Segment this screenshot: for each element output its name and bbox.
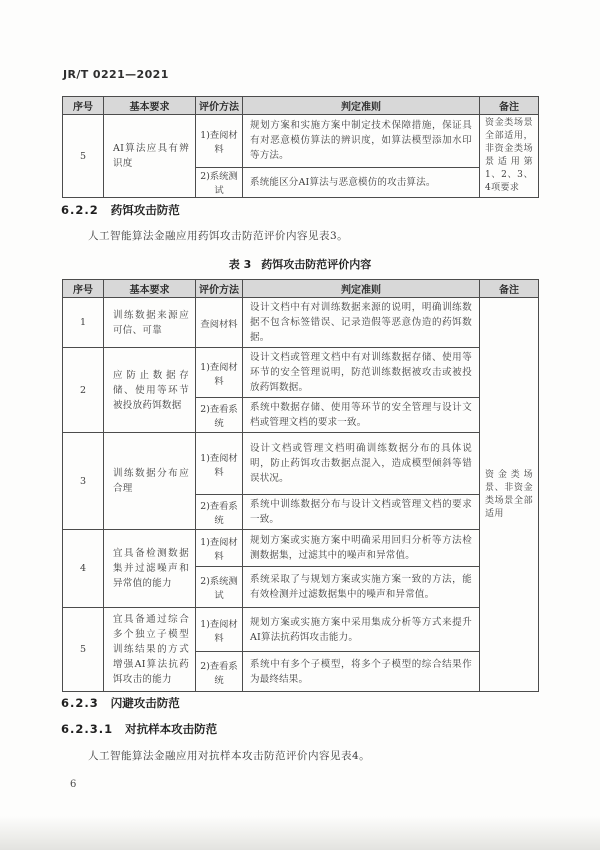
cell-criterion: 设计文档中有对训练数据来源的说明，明确训练数据不包含标签错误、记录造假等恶意伪造的药饵数据。 [243, 298, 480, 348]
cell-criterion: 系统中有多个子模型，将多个子模型的综合结果作为最终结果。 [243, 652, 480, 692]
col-header-no: 序号 [63, 97, 104, 115]
table-row [63, 298, 539, 348]
cell-criterion: 设计文档或管理文档明确训练数据分布的具体说明，防止药饵攻击数据点混入，造成模型倾斜等错误状况。 [243, 433, 480, 495]
section-number: 6.2.2 [61, 203, 99, 217]
table3-caption-label: 表 3 [228, 258, 252, 271]
section-heading-6231 [61, 721, 217, 737]
col-header-no: 序号 [63, 280, 104, 298]
cell-method: 1)查阅材料 [196, 433, 243, 495]
cell-criterion: 规划方案或实施方案中采用集成分析等方式来提升AI算法抗药饵攻击能力。 [243, 608, 480, 652]
cell-criterion: 系统能区分AI算法与恶意模仿的攻击算法。 [243, 167, 480, 197]
cell-method: 查阅材料 [196, 298, 243, 348]
scan-edge-shadow [0, 816, 600, 850]
cell-method: 1)查阅材料 [196, 115, 243, 168]
cell-remark: 资金类场景、非资金类场景全部适用 [480, 298, 539, 692]
paragraph-6231: 人工智能算法金融应用对抗样本攻击防范评价内容见表4。 [88, 750, 371, 762]
table-row [63, 608, 539, 652]
cell-method: 1)查阅材料 [196, 530, 243, 567]
paragraph-622: 人工智能算法金融应用药饵攻击防范评价内容见表3。 [88, 230, 349, 242]
cell-criterion: 系统中训练数据分布与设计文档或管理文档的要求一致。 [243, 495, 480, 530]
col-header-requirement: 基本要求 [104, 97, 196, 115]
cell-requirement: 训练数据来源应可信、可靠 [104, 298, 196, 348]
section-number: 6.2.3.1 [61, 722, 114, 736]
table3 [62, 279, 539, 692]
table-row [63, 115, 539, 168]
table-row [63, 530, 539, 567]
cell-no: 2 [63, 348, 104, 433]
cell-no: 5 [63, 115, 104, 198]
table-header-row [63, 97, 539, 115]
cell-method: 2)查看系统 [196, 495, 243, 530]
section-title: 药饵攻击防范 [110, 203, 180, 217]
section-number: 6.2.3 [61, 696, 99, 710]
cell-no: 3 [63, 433, 104, 530]
cell-no: 5 [63, 608, 104, 692]
section-title: 闪避攻击防范 [110, 696, 180, 710]
cell-requirement: 宜具备检测数据集并过滤噪声和异常值的能力 [104, 530, 196, 608]
cell-method: 2)系统测试 [196, 567, 243, 608]
doc-code: JR/T 0221—2021 [63, 68, 169, 81]
col-header-remark: 备注 [480, 97, 539, 115]
cell-method: 1)查阅材料 [196, 348, 243, 398]
table-header-row [63, 280, 539, 298]
cell-method: 2)查看系统 [196, 652, 243, 692]
col-header-criterion: 判定准则 [243, 280, 480, 298]
cell-method: 1)查阅材料 [196, 608, 243, 652]
cell-criterion: 设计文档或管理文档中有对训练数据存储、使用等环节的安全管理说明，防范训练数据被攻击或被投放药饵数据。 [243, 348, 480, 398]
col-header-criterion: 判定准则 [243, 97, 480, 115]
table3-caption-text: 药饵攻击防范评价内容 [261, 258, 372, 271]
cell-remark: 资金类场景全部适用，非资金类场景适用第1、2、3、4项要求 [480, 115, 539, 198]
cell-criterion: 规划方案和实施方案中制定技术保障措施，保证具有对恶意模仿算法的辨识度，如算法模型添加水印等方法。 [243, 115, 480, 168]
cell-criterion: 系统中数据存储、使用等环节的安全管理与设计文档或管理文档的要求一致。 [243, 398, 480, 433]
section-title: 对抗样本攻击防范 [125, 722, 218, 736]
page-number: 6 [70, 779, 77, 790]
section-heading-622 [61, 202, 180, 218]
cell-no: 4 [63, 530, 104, 608]
section-heading-623 [61, 695, 180, 711]
cell-method: 2)系统测试 [196, 167, 243, 197]
col-header-method: 评价方法 [196, 280, 243, 298]
cell-criterion: 规划方案或实施方案中明确采用回归分析等方法检测数据集，过滤其中的噪声和异常值。 [243, 530, 480, 567]
col-header-remark: 备注 [480, 280, 539, 298]
table-row [63, 433, 539, 495]
cell-requirement: 宜具备通过综合多个独立子模型训练结果的方式增强AI算法抗药饵攻击的能力 [104, 608, 196, 692]
table-prev-continued [62, 96, 539, 198]
cell-no: 1 [63, 298, 104, 348]
table3-caption [0, 256, 600, 272]
cell-method: 2)查看系统 [196, 398, 243, 433]
cell-requirement: 应防止数据存储、使用等环节被投放药饵数据 [104, 348, 196, 433]
cell-requirement: 训练数据分布应合理 [104, 433, 196, 530]
col-header-requirement: 基本要求 [104, 280, 196, 298]
col-header-method: 评价方法 [196, 97, 243, 115]
cell-criterion: 系统采取了与规划方案或实施方案一致的方法，能有效检测并过滤数据集中的噪声和异常值。 [243, 567, 480, 608]
table-row [63, 348, 539, 398]
cell-requirement: AI算法应具有辨识度 [104, 115, 196, 198]
